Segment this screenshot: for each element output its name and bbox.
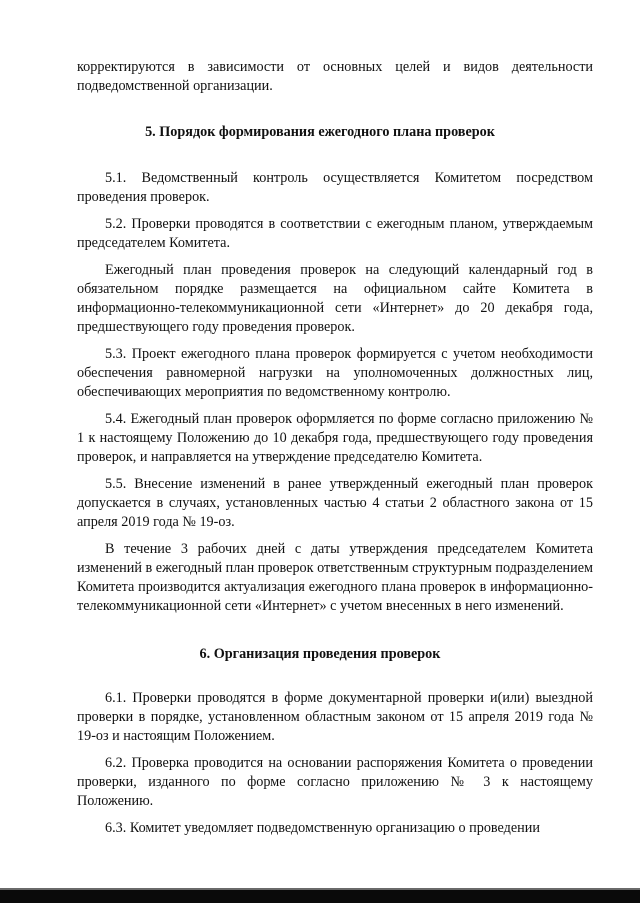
paragraph-5-2: 5.2. Проверки проводятся в соответствии с ежегодным планом, утверждаемым председателем Комитета. bbox=[77, 216, 593, 251]
scan-bottom-edge bbox=[0, 890, 640, 903]
section-6-heading: 6. Организация проведения проверок bbox=[199, 646, 441, 662]
section-5-body bbox=[77, 169, 593, 616]
paragraph-5-5-update: В течение 3 рабочих дней с даты утверждения председателем Комитета изменений в ежегодный план проверок ответственным структурным подразделением Комитета производится актуализация ежегодного плана проверок в информационно-телекоммуникационной сети «Интернет» с учетом внесенных в него изменений. bbox=[77, 541, 593, 614]
paragraph-5-1: 5.1. Ведомственный контроль осуществляется Комитетом посредством проведения проверок. bbox=[77, 170, 593, 205]
paragraph-6-3: 6.3. Комитет уведомляет подведомственную организацию о проведении bbox=[105, 820, 540, 836]
paragraph-6-2: 6.2. Проверка проводится на основании распоряжения Комитета о проведении проверки, изданного по форме согласно приложению № 3 к настоящему Положению. bbox=[77, 755, 593, 809]
intro-text: корректируются в зависимости от основных целей и видов деятельности подведомственной организации. bbox=[77, 59, 593, 94]
paragraph-5-4: 5.4. Ежегодный план проверок оформляется по форме согласно приложению № 1 к настоящему Положению до 10 декабря года, предшествующего году проведения проверок, и направляется на утверждение председателю Комитета. bbox=[77, 411, 593, 465]
paragraph-5-3: 5.3. Проект ежегодного плана проверок формируется с учетом необходимости обеспечения равномерной нагрузки на уполномоченных должностных лиц, обеспечивающих мероприятия по ведомственному контролю. bbox=[77, 346, 593, 400]
paragraph-5-2-plan: Ежегодный план проведения проверок на следующий календарный год в обязательном порядке размещается на официальном сайте Комитета в информационно-телекоммуникационной сети «Интернет» до 20 декабря года, предшествующего году проведения проверок. bbox=[77, 262, 593, 335]
paragraph-5-5: 5.5. Внесение изменений в ранее утвержденный ежегодный план проверок допускается в случаях, установленных частью 4 статьи 2 областного закона от 15 апреля 2019 года № 19-оз. bbox=[77, 476, 593, 530]
intro-paragraph bbox=[77, 58, 593, 96]
section-5-heading: 5. Порядок формирования ежегодного плана проверок bbox=[145, 124, 495, 140]
section-6-body bbox=[77, 689, 593, 838]
paragraph-6-1: 6.1. Проверки проводятся в форме документарной проверки и(или) выездной проверки в порядке, установленном областным законом от 15 апреля 2019 года № 19-оз и настоящим Положением. bbox=[77, 690, 593, 744]
